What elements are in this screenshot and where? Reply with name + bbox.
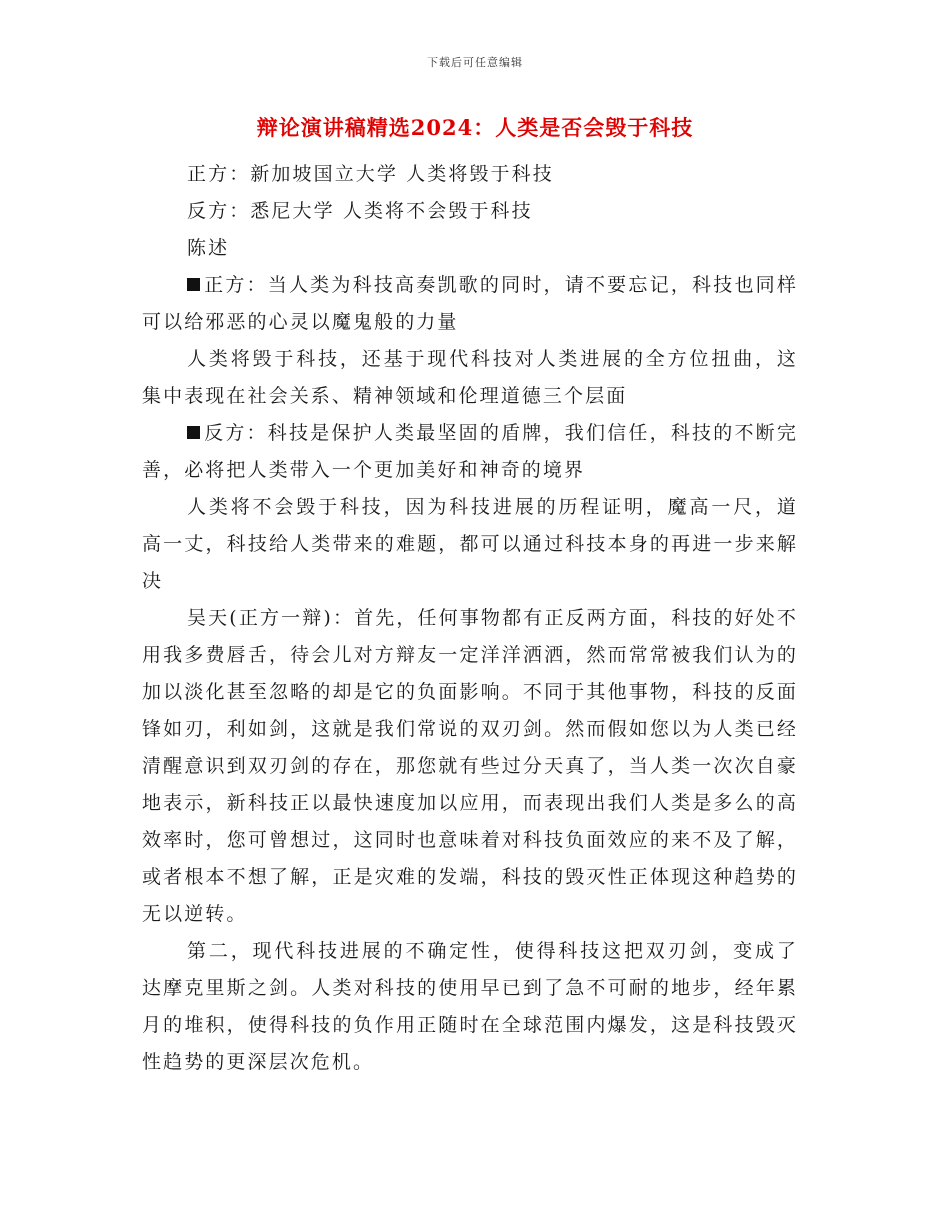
paragraph-text: 人类将不会毁于科技，因为科技进展的历程证明，魔高一尺，道高一丈，科技给人类带来的难题，都可以通过科技本身的再进一步来解决 bbox=[142, 496, 798, 592]
document-title: 辩论演讲稿精选2024：人类是否会毁于科技 bbox=[256, 115, 694, 140]
paragraph-negative-claim bbox=[142, 415, 798, 489]
paragraph-statement-heading bbox=[142, 230, 798, 267]
paragraph-negative-team bbox=[142, 193, 798, 230]
paragraph-text: 正方：新加坡国立大学 人类将毁于科技 bbox=[187, 163, 554, 185]
header-note: 下载后可任意编辑 bbox=[427, 56, 523, 69]
paragraph-negative-reason bbox=[142, 489, 798, 600]
paragraph-text: 反方：悉尼大学 人类将不会毁于科技 bbox=[187, 200, 533, 222]
square-bullet-icon bbox=[187, 426, 200, 439]
document-body bbox=[142, 156, 798, 1081]
paragraph-second-point bbox=[142, 933, 798, 1081]
paragraph-text: 反方：科技是保护人类最坚固的盾牌，我们信任，科技的不断完善，必将把人类带入一个更加美好和神奇的境界 bbox=[142, 422, 798, 481]
paragraph-text: 吴天(正方一辩)：首先，任何事物都有正反两方面，科技的好处不用我多费唇舌，待会儿对方辩友一定洋洋洒洒，然而常常被我们认为的加以淡化甚至忽略的却是它的负面影响。不同于其他事物，科技的反面锋如刃，利如剑，这就是我们常说的双刃剑。然而假如您以为人类已经清醒意识到双刃剑的存在，那您就有些过分天真了，当人类一次次自豪地表示，新科技正以最快速度加以应用，而表现出我们人类是多么的高效率时，您可曾想过，这同时也意味着对科技负面效应的来不及了解，或者根本不想了解，正是灾难的发端，科技的毁灭性正体现这种趋势的无以逆转。 bbox=[142, 607, 798, 925]
paragraph-affirmative-claim bbox=[142, 267, 798, 341]
paragraph-text: 正方：当人类为科技高奏凯歌的同时，请不要忘记，科技也同样可以给邪恶的心灵以魔鬼般的力量 bbox=[142, 274, 798, 333]
paragraph-text: 第二，现代科技进展的不确定性，使得科技这把双刃剑，变成了达摩克里斯之剑。人类对科技的使用早已到了急不可耐的地步，经年累月的堆积，使得科技的负作用正随时在全球范围内爆发，这是科技毁灭性趋势的更深层次危机。 bbox=[142, 940, 798, 1073]
square-bullet-icon bbox=[187, 278, 200, 291]
paragraph-text: 人类将毁于科技，还基于现代科技对人类进展的全方位扭曲，这集中表现在社会关系、精神领域和伦理道德三个层面 bbox=[142, 348, 798, 407]
paragraph-text: 陈述 bbox=[187, 237, 230, 259]
paragraph-first-debater bbox=[142, 600, 798, 933]
paragraph-affirmative-reason bbox=[142, 341, 798, 415]
paragraph-affirmative-team bbox=[142, 156, 798, 193]
